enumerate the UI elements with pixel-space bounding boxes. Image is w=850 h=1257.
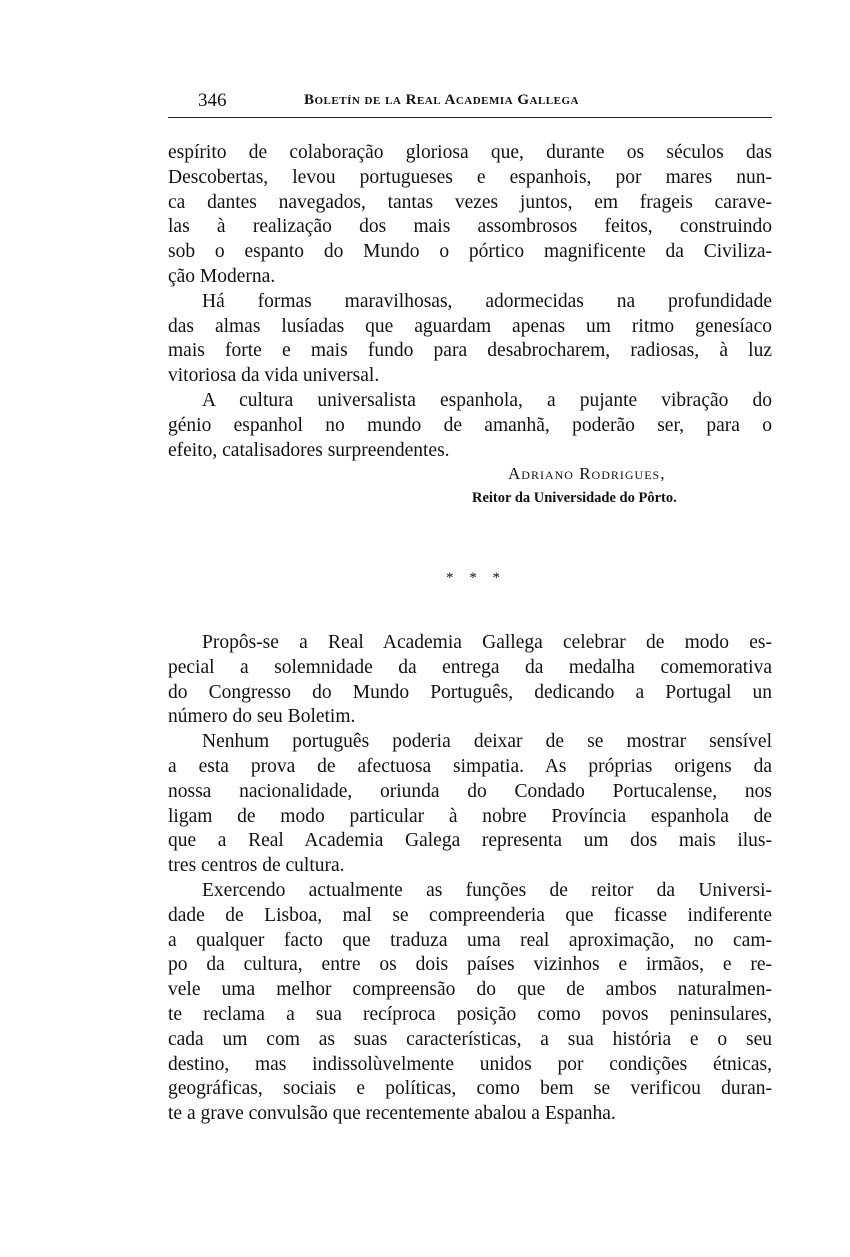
text-line: te a grave convulsão que recentemente abalou a Espanha. bbox=[168, 1103, 616, 1125]
running-header bbox=[198, 90, 738, 114]
signature-name: Adriano Rodrigues, bbox=[508, 464, 666, 483]
text-line: Há formas maravilhosas, adormecidas na profundidade bbox=[202, 290, 772, 312]
text-line: tres centros de cultura. bbox=[168, 855, 345, 877]
paragraph bbox=[168, 631, 772, 730]
text-line: sob o espanto do Mundo o pórtico magnificente da Civiliza- bbox=[168, 241, 772, 263]
text-line: vitoriosa da vida universal. bbox=[168, 365, 380, 387]
text-line: das almas lusíadas que aguardam apenas um ritmo genesíaco bbox=[168, 315, 772, 337]
text-line: ção Moderna. bbox=[168, 265, 276, 287]
text-line: que a Real Academia Galega representa um dos mais ilus- bbox=[168, 830, 772, 852]
section-2-body bbox=[168, 631, 772, 1127]
paragraph bbox=[168, 730, 772, 879]
text-line: a esta prova de afectuosa simpatia. As próprias origens da bbox=[168, 755, 772, 777]
text-line: dade de Lisboa, mal se compreenderia que ficasse indiferente bbox=[168, 904, 772, 926]
section-1-body bbox=[168, 141, 772, 463]
text-line: efeito, catalisadores surpreendentes. bbox=[168, 439, 450, 461]
text-line: Descobertas, levou portugueses e espanhois, por mares nun- bbox=[168, 166, 772, 188]
text-line: do Congresso do Mundo Português, dedicando a Portugal un bbox=[168, 681, 772, 703]
text-line: mais forte e mais fundo para desabrocharem, radiosas, à luz bbox=[168, 340, 772, 362]
text-line: te reclama a sua recíproca posição como povos peninsulares, bbox=[168, 1003, 772, 1025]
paragraph bbox=[168, 290, 772, 389]
section-separator: * * * bbox=[446, 570, 506, 586]
text-line: Nenhum português poderia deixar de se mostrar sensível bbox=[202, 731, 772, 753]
text-line: número do seu Boletim. bbox=[168, 706, 356, 728]
signature-role: Reitor da Universidade do Pôrto. bbox=[472, 490, 677, 506]
text-line: génio espanhol no mundo de amanhã, poderão ser, para o bbox=[168, 414, 772, 436]
text-line: geográficas, sociais e políticas, como bem se verificou duran- bbox=[168, 1078, 772, 1100]
text-line: pecial a solemnidade da entrega da medalha comemorativa bbox=[168, 656, 772, 678]
paragraph bbox=[168, 879, 772, 1127]
running-title: Boletín de la Real Academia Gallega bbox=[304, 92, 579, 108]
header-rule bbox=[168, 117, 772, 118]
text-line: vele uma melhor compreensão do que de ambos naturalmen- bbox=[168, 979, 772, 1001]
text-line: A cultura universalista espanhola, a pujante vibração do bbox=[202, 389, 772, 411]
text-line: nossa nacionalidade, oriunda do Condado Portucalense, nos bbox=[168, 780, 772, 802]
page-number: 346 bbox=[198, 90, 227, 111]
text-line: ca dantes navegados, tantas vezes juntos, em frageis carave- bbox=[168, 191, 772, 213]
text-line: cada um com as suas características, a sua história e o seu bbox=[168, 1028, 772, 1050]
text-line: ligam de modo particular à nobre Província espanhola de bbox=[168, 805, 772, 827]
text-line: Exercendo actualmente as funções de reitor da Universi- bbox=[202, 879, 772, 901]
paragraph bbox=[168, 389, 772, 463]
text-line: Propôs-se a Real Academia Gallega celebrar de modo es- bbox=[202, 632, 772, 653]
paragraph bbox=[168, 141, 772, 290]
text-line: espírito de colaboração gloriosa que, durante os séculos das bbox=[168, 142, 772, 163]
text-line: po da cultura, entre os dois países vizinhos e irmãos, e re- bbox=[168, 954, 772, 976]
text-line: las à realização dos mais assombrosos feitos, construindo bbox=[168, 216, 772, 238]
text-line: a qualquer facto que traduza uma real aproximação, no cam- bbox=[168, 929, 772, 951]
text-line: destino, mas indissolùvelmente unidos por condições étnicas, bbox=[168, 1053, 772, 1075]
